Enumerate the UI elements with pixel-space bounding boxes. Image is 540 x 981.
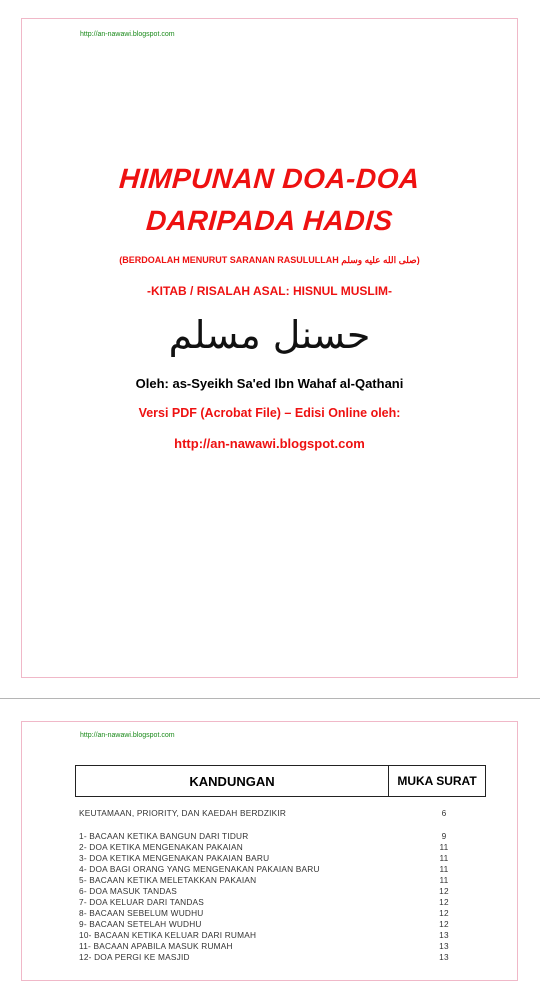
toc-page-header: MUKA SURAT bbox=[397, 774, 477, 788]
toc-entry-label: 6- DOA MASUK TANDAS bbox=[79, 886, 178, 896]
toc-entry[interactable] bbox=[79, 919, 451, 930]
subtitle: (BERDOALAH MENURUT SARANAN RASULULLAH صلى الله عليه وسلم) bbox=[119, 255, 420, 265]
toc-entry-page: 6 bbox=[441, 808, 447, 818]
title-line-2: DARIPADA HADIS bbox=[145, 205, 394, 236]
toc-entry-page: 13 bbox=[439, 930, 449, 940]
toc-entry-label: 4- DOA BAGI ORANG YANG MENGENAKAN PAKAIAN BARU bbox=[79, 864, 320, 874]
kitab-line: -KITAB / RISALAH ASAL: HISNUL MUSLIM- bbox=[146, 284, 393, 298]
toc-entry-label: 5- BACAAN KETIKA MELETAKKAN PAKAIAN bbox=[79, 875, 257, 885]
toc-entry-label: 11- BACAAN APABILA MASUK RUMAH bbox=[79, 941, 233, 951]
arabic-title: حسنل مسلم bbox=[168, 313, 371, 357]
toc-entry-label: 7- DOA KELUAR DARI TANDAS bbox=[79, 897, 205, 907]
toc-entry-page: 9 bbox=[441, 831, 447, 841]
toc-entry-label: 1- BACAAN KETIKA BANGUN DARI TIDUR bbox=[79, 831, 249, 841]
author-line: Oleh: as-Syeikh Sa'ed Ibn Wahaf al-Qathani bbox=[135, 376, 404, 391]
toc-entry[interactable] bbox=[79, 886, 451, 897]
toc-entry-label: KEUTAMAAN, PRIORITY, DAN KAEDAH BERDZIKIR bbox=[79, 808, 287, 818]
toc-entry-label: 9- BACAAN SETELAH WUDHU bbox=[79, 919, 202, 929]
toc-entry[interactable] bbox=[79, 831, 451, 842]
toc-entry-page: 11 bbox=[439, 842, 449, 852]
toc-entry-page: 13 bbox=[439, 952, 449, 962]
toc-entry[interactable] bbox=[79, 864, 451, 875]
page-separator bbox=[0, 698, 540, 699]
toc-entry-page: 11 bbox=[439, 875, 449, 885]
header-url[interactable]: http://an-nawawi.blogspot.com bbox=[80, 732, 175, 739]
header-url[interactable]: http://an-nawawi.blogspot.com bbox=[80, 31, 175, 38]
toc-entry[interactable] bbox=[79, 930, 451, 941]
toc-entry[interactable] bbox=[79, 897, 451, 908]
toc-entry-page: 12 bbox=[439, 908, 449, 918]
toc-entry[interactable] bbox=[79, 875, 451, 886]
toc-entry[interactable] bbox=[79, 908, 451, 919]
toc-entry-page: 11 bbox=[439, 864, 449, 874]
toc-entry-label: 12- DOA PERGI KE MASJID bbox=[79, 952, 190, 962]
toc-entry[interactable] bbox=[79, 853, 451, 864]
toc-entry[interactable] bbox=[79, 808, 451, 819]
toc-entry-page: 11 bbox=[439, 853, 449, 863]
toc-entry-label: 8- BACAAN SEBELUM WUDHU bbox=[79, 908, 204, 918]
pdf-page-2 bbox=[21, 721, 518, 981]
site-link[interactable]: http://an-nawawi.blogspot.com bbox=[174, 436, 365, 451]
toc-entry-label: 2- DOA KETIKA MENGENAKAN PAKAIAN bbox=[79, 842, 243, 852]
version-line: Versi PDF (Acrobat File) – Edisi Online oleh: bbox=[138, 406, 401, 420]
toc-entry-page: 12 bbox=[439, 886, 449, 896]
toc-entry-page: 12 bbox=[439, 919, 449, 929]
toc-title: KANDUNGAN bbox=[76, 766, 389, 796]
toc-entry[interactable] bbox=[79, 952, 451, 963]
title-line-1: HIMPUNAN DOA-DOA bbox=[118, 163, 421, 194]
pdf-page-1 bbox=[21, 18, 518, 678]
toc-entry[interactable] bbox=[79, 842, 451, 853]
toc-entry-page: 12 bbox=[439, 897, 449, 907]
toc-entry-label: 10- BACAAN KETIKA KELUAR DARI RUMAH bbox=[79, 930, 257, 940]
toc-header bbox=[75, 765, 486, 797]
toc-entry[interactable] bbox=[79, 941, 451, 952]
toc-entry-label: 3- DOA KETIKA MENGENAKAN PAKAIAN BARU bbox=[79, 853, 270, 863]
toc-entry-page: 13 bbox=[439, 941, 449, 951]
